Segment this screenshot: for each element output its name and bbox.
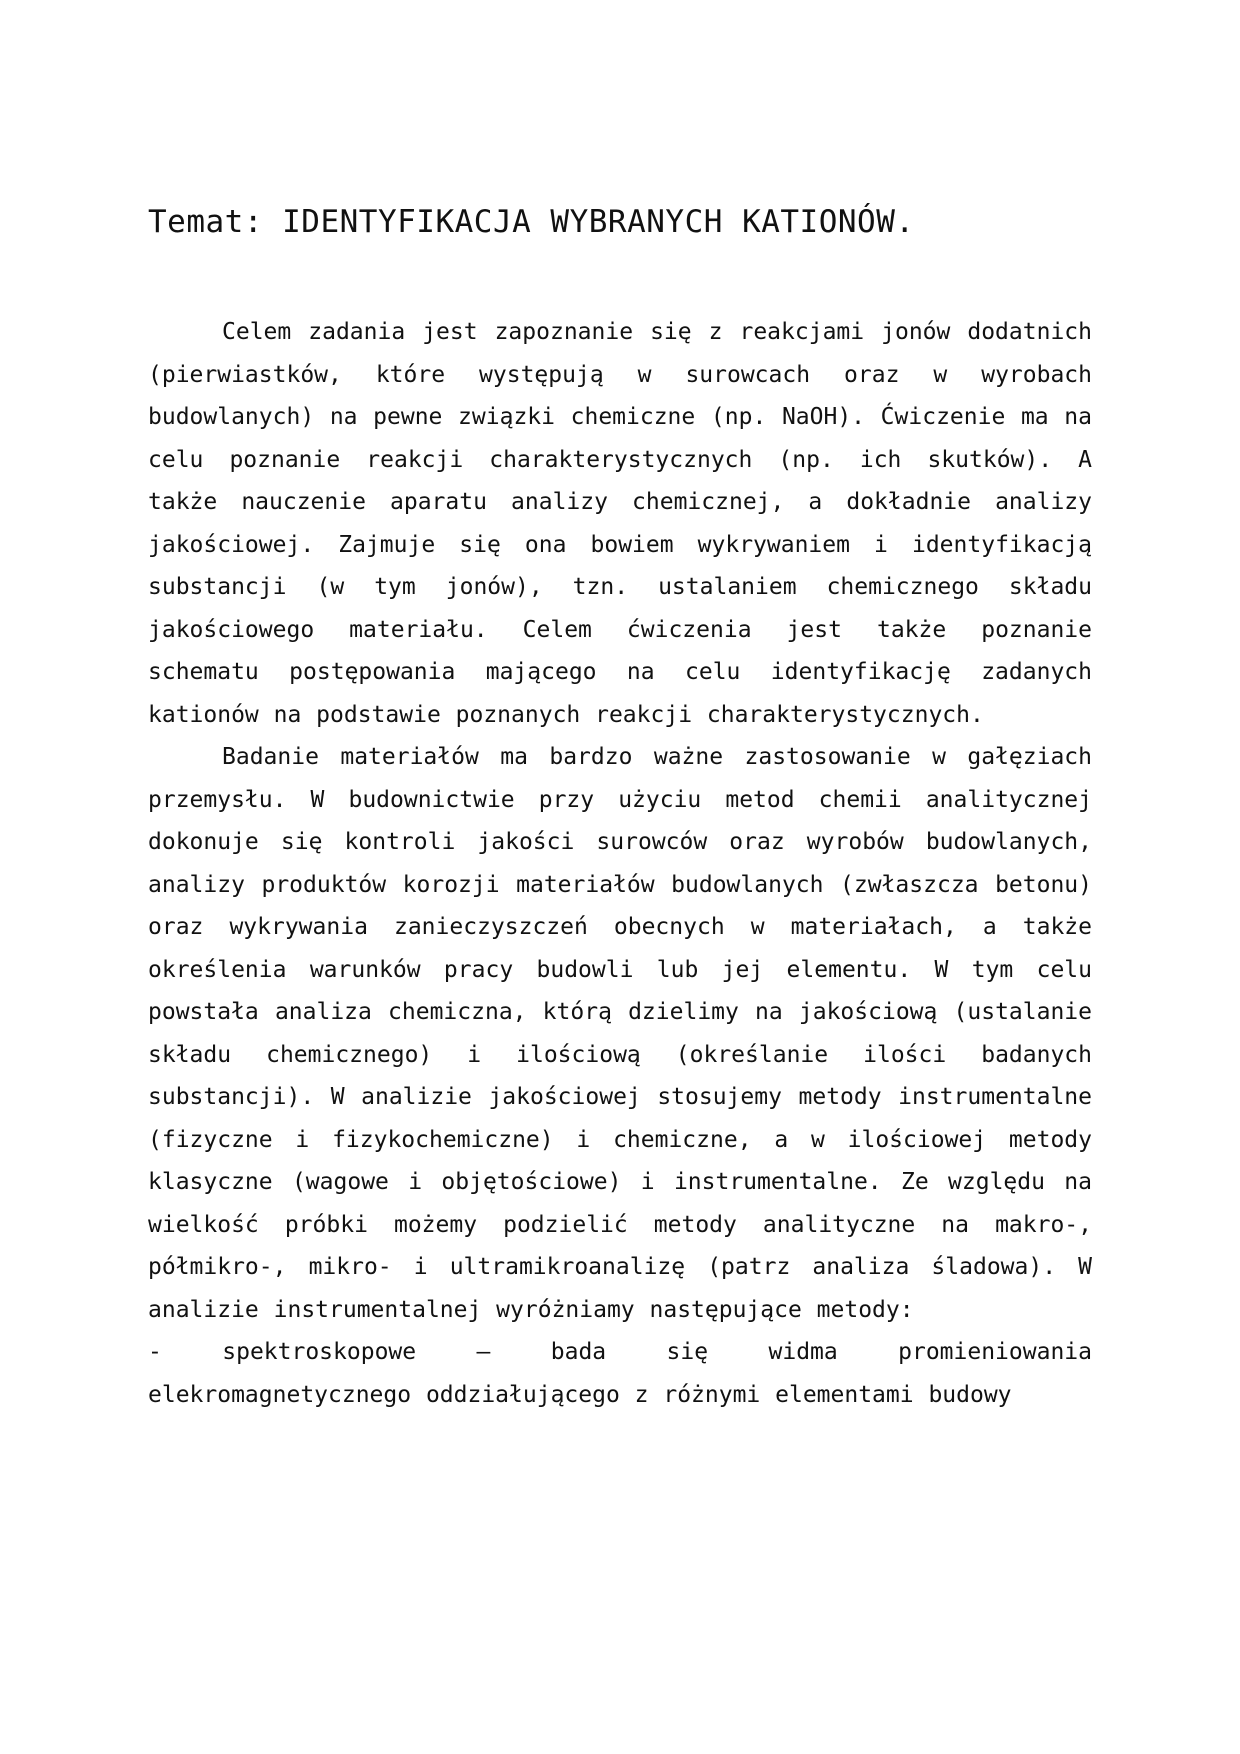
paragraph-purpose: Celem zadania jest zapoznanie się z reakcjami jonów dodatnich (pierwiastków, które występują w surowcach oraz w wyrobach budowlanych) na pewne związki chemiczne (np. NaOH). Ćwiczenie ma na celu poznanie reakcji charakterystycznych (np. ich skutków). A także nauczenie aparatu analizy chemicznej, a dokładnie analizy jakościowej. Zajmuje się ona bowiem wykrywaniem i identyfikacją substancji (w tym jonów), tzn. ustalaniem chemicznego składu jakościowego materiału. Celem ćwiczenia jest także poznanie schematu postępowania mającego na celu identyfikację zadanych kationów na podstawie poznanych reakcji charakterystycznych. — [148, 319, 1092, 728]
list-item-spectroscopic: - spektroskopowe – bada się widma promieniowania elekromagnetycznego oddziałującego z różnymi elementami budowy — [148, 1339, 1092, 1408]
document-title: Temat: IDENTYFIKACJA WYBRANYCH KATIONÓW. — [148, 204, 915, 240]
paragraph-material-analysis: Badanie materiałów ma bardzo ważne zastosowanie w gałęziach przemysłu. W budownictwie przy użyciu metod chemii analitycznej dokonuje się kontroli jakości surowców oraz wyrobów budowlanych, analizy produktów korozji materiałów budowlanych (zwłaszcza betonu) oraz wykrywania zanieczyszczeń obecnych w materiałach, a także określenia warunków pracy budowli lub jej elementu. W tym celu powstała analiza chemiczna, którą dzielimy na jakościową (ustalanie składu chemicznego) i ilościową (określanie ilości badanych substancji). W analizie jakościowej stosujemy metody instrumentalne (fizyczne i fizykochemiczne) i chemiczne, a w ilościowej metody klasyczne (wagowe i objętościowe) i instrumentalne. Ze względu na wielkość próbki możemy podzielić metody analityczne na makro-, półmikro-, mikro- i ultramikroanalizę (patrz analiza śladowa). W analizie instrumentalnej wyróżniamy następujące metody: — [148, 744, 1092, 1323]
document-body — [148, 311, 1092, 1416]
